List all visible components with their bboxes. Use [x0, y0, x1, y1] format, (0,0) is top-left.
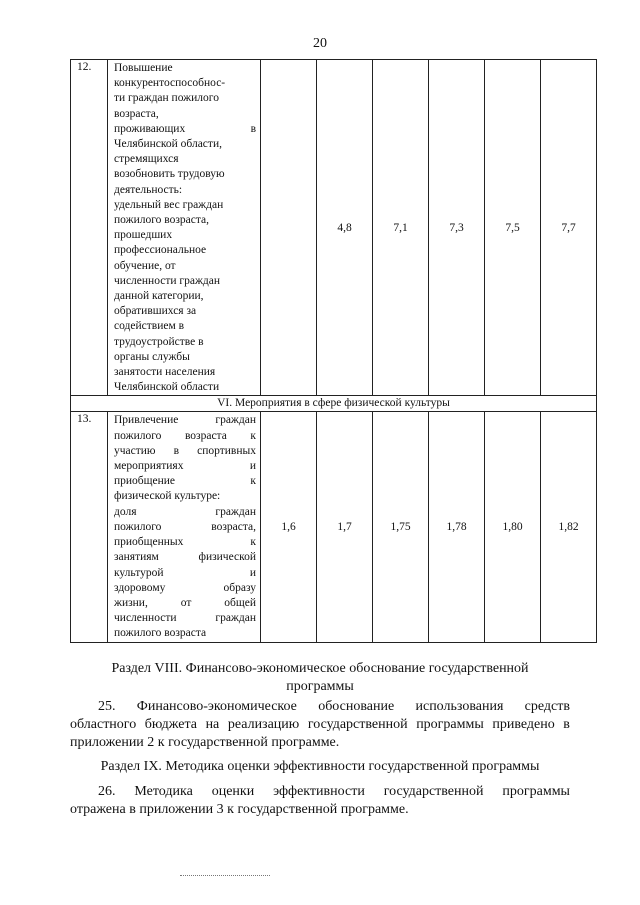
text-line: стремящихся	[114, 153, 179, 166]
section-title: VI. Мероприятия в сфере физической культуры	[71, 396, 597, 412]
word: возраста	[184, 429, 227, 442]
word: образу	[223, 581, 256, 594]
text-line	[114, 122, 256, 137]
value-cell: 1,7	[317, 412, 373, 642]
value-cell: 7,3	[429, 60, 485, 396]
text-line: возобновить трудовую	[114, 168, 225, 181]
text-line: приложении 2 к государственной программе.	[70, 735, 340, 750]
text-line	[70, 716, 570, 734]
word: физической	[198, 551, 256, 564]
word: реализацию	[227, 717, 300, 732]
word: Методика	[134, 784, 193, 799]
value-cell: 1,82	[541, 412, 597, 642]
row-number: 12.	[71, 60, 108, 396]
word: здоровому	[114, 581, 166, 594]
text-line	[70, 698, 570, 716]
text-line	[114, 596, 256, 611]
text-line: органы службы	[114, 350, 190, 363]
word: доля	[114, 505, 137, 518]
text-line	[114, 550, 256, 565]
text-line: пожилого возраста,	[114, 214, 210, 227]
word: Привлечение	[114, 414, 179, 427]
word: и	[249, 566, 256, 579]
text-line: прошедших	[114, 229, 173, 242]
word: в	[250, 122, 256, 135]
word: численности	[114, 612, 177, 625]
text-line	[114, 581, 256, 596]
word: приобщенных	[114, 536, 184, 549]
text-line: удельный вес граждан	[114, 198, 224, 211]
text-line: занятости населения	[114, 366, 216, 379]
row-number: 13.	[71, 412, 108, 642]
text-line: деятельность:	[114, 183, 183, 196]
indicator-description	[108, 412, 261, 642]
text-line	[114, 413, 256, 428]
word: от	[180, 596, 192, 609]
text-line: физической культуре:	[114, 490, 221, 503]
text-line	[114, 444, 256, 459]
table-row	[71, 412, 597, 642]
section-ix-heading: Раздел IX. Методика оценки эффективности государственной программы	[100, 759, 540, 774]
text-line: пожилого возраста	[114, 627, 207, 640]
heading-line: программы	[286, 679, 354, 694]
value-cell	[261, 60, 317, 396]
text-line: обучение, от	[114, 259, 176, 272]
word: и	[249, 460, 256, 473]
word: обоснование	[318, 699, 395, 714]
word: граждан	[215, 505, 256, 518]
word: возраста,	[211, 520, 256, 533]
word: использования	[415, 699, 504, 714]
word: бюджета	[144, 717, 197, 732]
indicator-description	[108, 60, 261, 396]
value-cell: 1,75	[373, 412, 429, 642]
value-cell: 7,7	[541, 60, 597, 396]
word: эффективности	[273, 784, 365, 799]
word: проживающих	[114, 122, 186, 135]
text-line	[114, 474, 256, 489]
heading-line: Раздел VIII. Финансово-экономическое обоснование государственной	[111, 661, 529, 676]
word: оценки	[211, 784, 255, 799]
word: в	[563, 717, 570, 732]
value-cell: 4,8	[317, 60, 373, 396]
text-line: содействием в	[114, 320, 185, 333]
paragraph-25	[70, 698, 570, 752]
text-line	[114, 535, 256, 550]
page-number: 20	[313, 36, 327, 51]
value-cell: 1,6	[261, 412, 317, 642]
word: культурой	[114, 566, 164, 579]
footer-divider	[180, 875, 270, 876]
word: 25.	[98, 699, 116, 714]
text-line	[70, 783, 570, 801]
text-line: возраста,	[114, 107, 159, 120]
word: средств	[524, 699, 570, 714]
table-row	[71, 60, 597, 396]
text-line: профессиональное	[114, 244, 207, 257]
word: занятиям	[114, 551, 159, 564]
text-line	[114, 566, 256, 581]
word: спортивных	[197, 444, 256, 457]
word: общей	[224, 596, 256, 609]
text-line: трудоустройстве в	[114, 335, 204, 348]
value-cell: 1,80	[485, 412, 541, 642]
text-line: обратившихся за	[114, 305, 197, 318]
word: приобщение	[114, 475, 176, 488]
word: жизни,	[114, 596, 148, 609]
value-cell: 7,1	[373, 60, 429, 396]
text-line	[114, 520, 256, 535]
word: в	[173, 444, 180, 457]
word: приведено	[492, 717, 555, 732]
text-line: Челябинской области,	[114, 138, 222, 151]
word: к	[250, 475, 256, 488]
text-line	[114, 459, 256, 474]
word: пожилого	[114, 429, 162, 442]
text-line: Повышение	[114, 62, 173, 74]
word: участию	[114, 444, 156, 457]
word: программы	[416, 717, 484, 732]
section-header-row	[71, 396, 597, 412]
text-line: Челябинской области	[114, 381, 220, 394]
word: на	[205, 717, 220, 732]
text-line	[114, 505, 256, 520]
word: 26.	[98, 784, 116, 799]
indicators-table	[70, 59, 597, 643]
word: государственной	[383, 784, 484, 799]
word: пожилого	[114, 520, 162, 533]
text-line: численности граждан	[114, 274, 221, 287]
word: государственной	[307, 717, 408, 732]
text-line	[114, 611, 256, 626]
value-cell: 7,5	[485, 60, 541, 396]
paragraph-26	[70, 783, 570, 819]
text-line: конкурентоспособнос-	[114, 77, 226, 90]
word: программы	[502, 784, 570, 799]
word: граждан	[215, 414, 256, 427]
word: Финансово-экономическое	[136, 699, 297, 714]
word: к	[250, 536, 256, 549]
text-line	[114, 429, 256, 444]
word: граждан	[215, 612, 256, 625]
word: мероприятиях	[114, 460, 184, 473]
word: областного	[70, 717, 137, 732]
text-line: данной категории,	[114, 290, 204, 303]
word: к	[250, 429, 256, 442]
text-line: отражена в приложении 3 к государственной программе.	[70, 802, 409, 817]
section-viii-heading	[70, 660, 570, 696]
value-cell: 1,78	[429, 412, 485, 642]
text-line: ти граждан пожилого	[114, 92, 219, 105]
